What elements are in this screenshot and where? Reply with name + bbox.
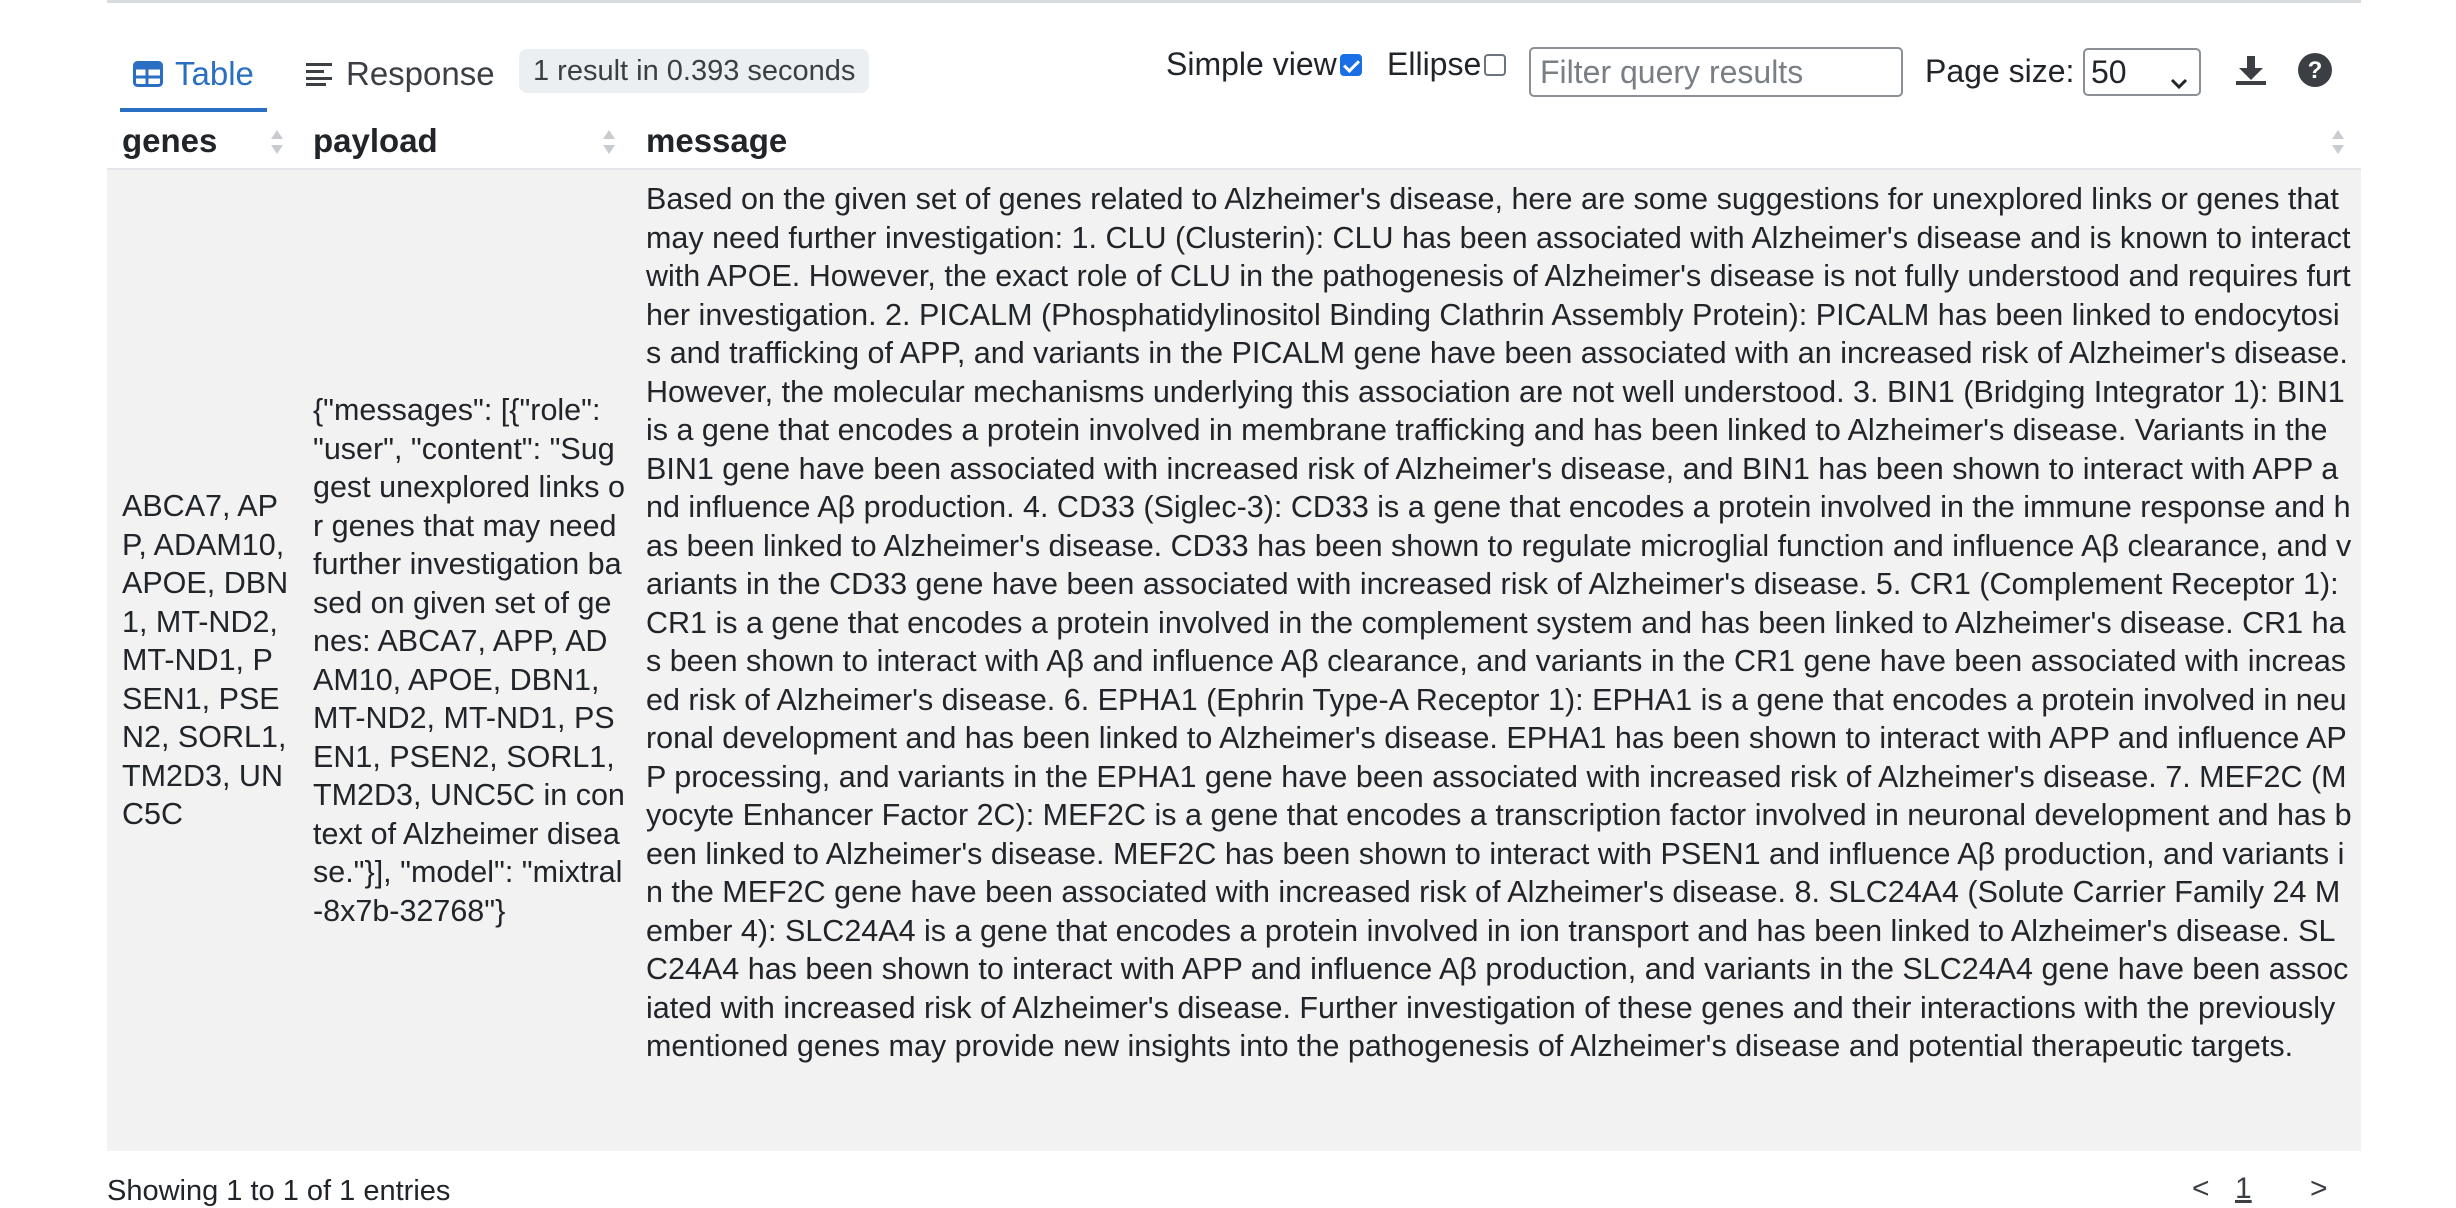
table-header [107, 116, 2361, 170]
help-button[interactable] [2297, 54, 2333, 90]
chevron-down-icon [2169, 62, 2189, 99]
payload-cell [313, 170, 625, 1151]
ellipse-checkbox[interactable] [1484, 54, 1506, 76]
table-row [107, 170, 2361, 1151]
ellipse-label: Ellipse [1387, 46, 1482, 82]
page-size-select[interactable] [2083, 48, 2201, 96]
lines-icon [306, 62, 334, 86]
tab-response-label: Response [346, 55, 495, 92]
payload-value: {"messages": [{"role": "user", "content": "Suggest unexplored links or genes that may need further investigation based on given set of genes: ABCA7, APP, ADAM10, APOE, DBN1, MT-ND2, MT-ND1, PSEN1, PSEN2, SORL1, TM2D3, UNC5C in context of Alzheimer disease."}], "model": "mixtral-8x7b-32768"} [313, 393, 625, 928]
sort-icon[interactable] [2331, 128, 2345, 156]
tab-table[interactable] [120, 40, 267, 112]
simple-view-checkbox[interactable] [1340, 54, 1362, 76]
svg-text:?: ? [2307, 56, 2323, 84]
next-page-button[interactable]: > [2310, 1172, 2328, 1205]
page-number-button[interactable]: 1 [2235, 1172, 2252, 1205]
help-icon [2297, 52, 2333, 93]
pagination-info: Showing 1 to 1 of 1 entries [107, 1175, 451, 1207]
simple-view-label: Simple view [1166, 46, 1337, 82]
tab-response[interactable] [293, 40, 508, 108]
message-cell: Based on the given set of genes related to Alzheimer's disease, here are some suggestions for unexplored links or genes that may need further investigation: 1. CLU (Clusterin): CLU has been associated with Alzheimer's disease and is known to interact with APOE. However, the exact role of CLU in the pathogenesis of Alzheimer's disease is not fully understood and requires further investigation. 2. PICALM (Phosphatidylinositol Binding Clathrin Assembly Protein): PICALM has been linked to endocytosis and trafficking of APP, and variants in the PICALM gene have been associated with an increased risk of Alzheimer's disease. However, the molecular mechanisms underlying this association are not well understood. 3. BIN1 (Bridging Integrator 1): BIN1 is a gene that encodes a protein involved in membrane trafficking and has been linked to Alzheimer's disease. Variants in the BIN1 gene have been associated with increased risk of Alzheimer's disease, and BIN1 has been shown to interact with APP and influence Aβ production. 4. CD33 (Siglec-3): CD33 is a gene that encodes a protein involved in the immune response and has been linked to Alzheimer's disease. CD33 has been shown to regulate microglial function and influence Aβ clearance, and variants in the CD33 gene have been associated with increased risk of Alzheimer's disease. 5. CR1 (Complement Receptor 1): CR1 is a gene that encodes a protein involved in the complement system and has been linked to Alzheimer's disease. CR1 has been shown to interact with Aβ and influence Aβ clearance, and variants in the CR1 gene have been associated with increased risk of Alzheimer's disease. 6. EPHA1 (Ephrin Type-A Receptor 1): EPHA1 is a gene that encodes a protein involved in neuronal development and has been linked to Alzheimer's disease. EPHA1 has been shown to interact with APP and influence APP processing, and variants in the EPHA1 gene have been associated with increased risk of Alzheimer's disease. 7. MEF2C (Myocyte Enhancer Factor 2C): MEF2C is a gene that encodes a transcription factor involved in neuronal development and has been linked to Alzheimer's disease. MEF2C has been shown to interact with PSEN1 and influence Aβ production, and variants in the MEF2C gene have been associated with increased risk of Alzheimer's disease. 8. SLC24A4 (Solute Carrier Family 24 Member 4): SLC24A4 is a gene that encodes a protein involved in ion transport and has been linked to Alzheimer's disease. SLC24A4 has been shown to interact with APP and influence Aβ production, and variants in the SLC24A4 gene have been associated with increased risk of Alzheimer's disease. Further investigation of these genes and their interactions with the previously mentioned genes may provide new insights into the pathogenesis of Alzheimer's disease and potential therapeutic targets. [646, 182, 2352, 1063]
download-icon [2235, 54, 2267, 91]
ellipse-option[interactable] [1387, 46, 1506, 83]
filter-query-input[interactable] [1529, 47, 1903, 97]
download-button[interactable] [2233, 54, 2269, 90]
top-divider [107, 0, 2361, 3]
result-count-badge: 1 result in 0.393 seconds [519, 49, 869, 93]
simple-view-option[interactable] [1166, 46, 1362, 83]
column-header-genes[interactable]: genes [122, 122, 218, 159]
column-header-message[interactable]: message [646, 122, 788, 159]
sort-icon[interactable] [270, 128, 284, 156]
previous-page-button[interactable]: < [2192, 1172, 2210, 1205]
page-size-label: Page size: [1925, 53, 2075, 89]
table-icon [133, 61, 163, 87]
tab-table-label: Table [175, 55, 254, 92]
results-toolbar [107, 40, 2361, 112]
results-table [107, 116, 2361, 1063]
genes-cell [122, 170, 292, 1151]
column-header-payload[interactable]: payload [313, 122, 438, 159]
sort-icon[interactable] [602, 128, 616, 156]
page-size-value: 50 [2091, 53, 2127, 90]
genes-value: ABCA7, APP, ADAM10, APOE, DBN1, MT-ND2, MT-ND1, PSEN1, PSEN2, SORL1, TM2D3, UNC5C [122, 489, 289, 832]
